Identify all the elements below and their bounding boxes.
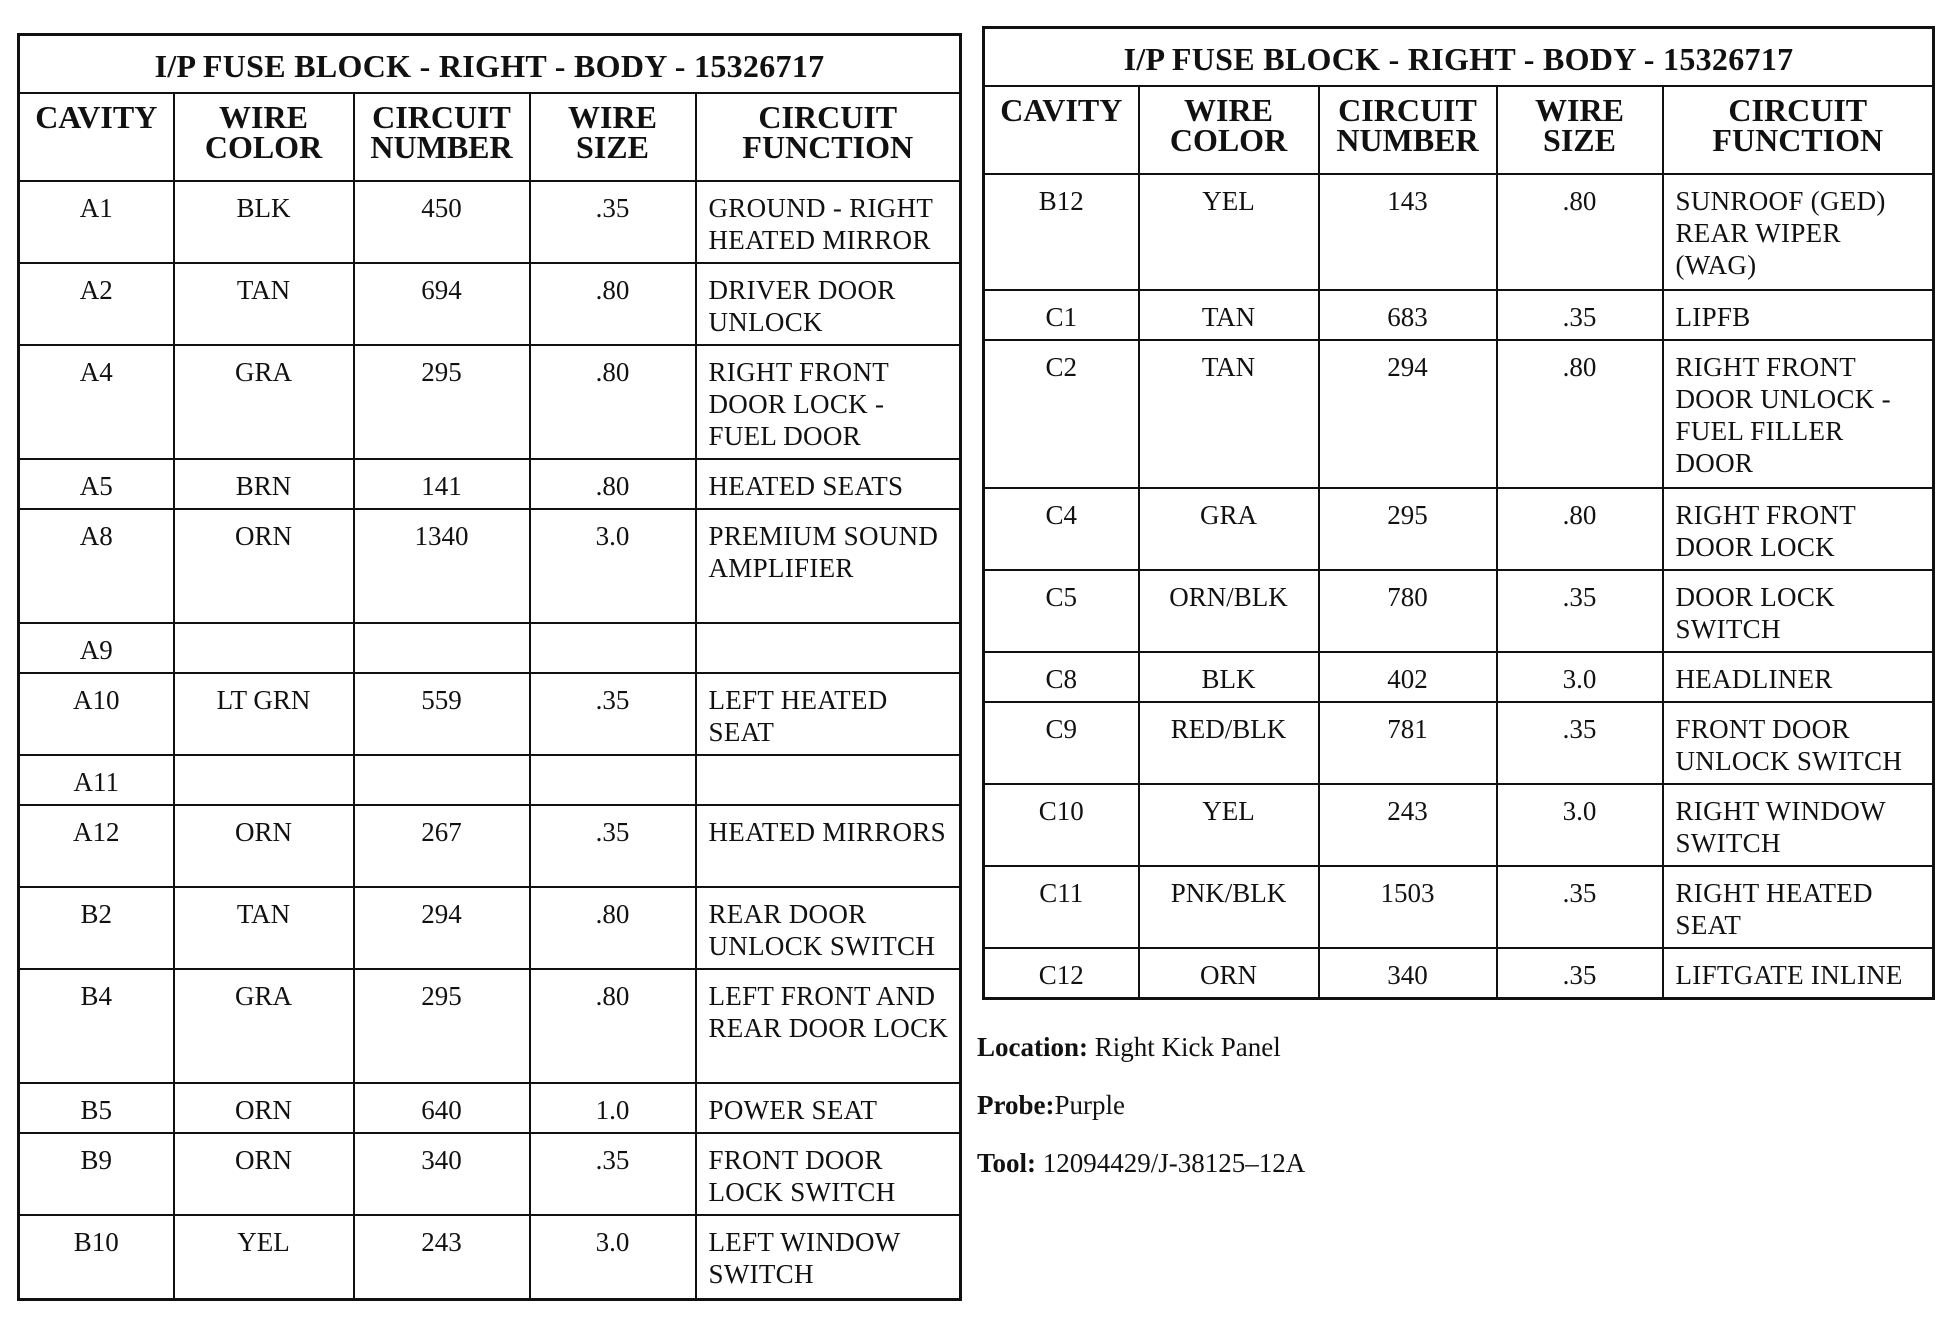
table-row	[19, 887, 961, 969]
wire-size-cell: .35	[530, 805, 696, 887]
circuit-function-cell: DOOR LOCK SWITCH	[1663, 570, 1934, 652]
wire-color-cell	[174, 623, 354, 673]
wire-size-cell: .35	[1497, 866, 1663, 948]
wire-color-cell: GRA	[174, 969, 354, 1083]
circuit-function-cell: GROUND - RIGHT HEATED MIRROR	[696, 181, 961, 263]
cavity-cell: A12	[19, 805, 174, 887]
cavity-cell: A11	[19, 755, 174, 805]
wire-size-cell: .80	[530, 459, 696, 509]
circuit-function-cell: RIGHT FRONT DOOR UNLOCK - FUEL FILLER DOOR	[1663, 340, 1934, 488]
circuit-function-cell: LEFT WINDOW SWITCH	[696, 1215, 961, 1299]
circuit-function-cell: DRIVER DOOR UNLOCK	[696, 263, 961, 345]
table-row	[984, 570, 1934, 652]
circuit-function-cell: LIFTGATE INLINE	[1663, 948, 1934, 999]
wire-size-cell: .80	[530, 345, 696, 459]
circuit-function-cell: RIGHT FRONT DOOR LOCK - FUEL DOOR	[696, 345, 961, 459]
wire-size-cell: .80	[530, 969, 696, 1083]
header-cavity: CAVITY	[19, 93, 174, 181]
wire-size-cell: 1.0	[530, 1083, 696, 1133]
circuit-number-cell: 450	[354, 181, 530, 263]
table-row	[19, 805, 961, 887]
header-wire-size: WIRE SIZE	[530, 93, 696, 181]
cavity-cell: A10	[19, 673, 174, 755]
circuit-number-cell: 340	[1319, 948, 1497, 999]
location-line	[977, 1018, 1305, 1076]
table-row	[984, 174, 1934, 290]
header-wire-color: WIRE COLOR	[174, 93, 354, 181]
cavity-cell: A2	[19, 263, 174, 345]
header-cavity: CAVITY	[984, 86, 1139, 174]
wire-color-cell: BLK	[174, 181, 354, 263]
table-row	[19, 969, 961, 1083]
table-row	[19, 345, 961, 459]
tool-line	[977, 1134, 1305, 1192]
wire-size-cell: 3.0	[1497, 784, 1663, 866]
table-row	[984, 948, 1934, 999]
circuit-number-cell: 402	[1319, 652, 1497, 702]
notes-block	[977, 1018, 1305, 1192]
cavity-cell: A4	[19, 345, 174, 459]
table-row	[19, 1215, 961, 1299]
circuit-function-cell: FRONT DOOR UNLOCK SWITCH	[1663, 702, 1934, 784]
header-wire-size: WIRE SIZE	[1497, 86, 1663, 174]
header-circuit-number: CIRCUIT NUMBER	[354, 93, 530, 181]
wire-size-cell: .80	[1497, 174, 1663, 290]
circuit-number-cell: 559	[354, 673, 530, 755]
table-row	[19, 181, 961, 263]
table-row	[19, 623, 961, 673]
wire-color-cell: GRA	[174, 345, 354, 459]
circuit-function-cell: RIGHT HEATED SEAT	[1663, 866, 1934, 948]
circuit-number-cell: 295	[354, 969, 530, 1083]
table-row	[984, 652, 1934, 702]
circuit-function-cell: RIGHT FRONT DOOR LOCK	[1663, 488, 1934, 570]
wire-size-cell: .35	[530, 673, 696, 755]
circuit-number-cell: 1340	[354, 509, 530, 623]
wire-size-cell: .35	[1497, 702, 1663, 784]
table-title: I/P FUSE BLOCK - RIGHT - BODY - 15326717	[19, 35, 961, 94]
wire-size-cell	[530, 623, 696, 673]
circuit-number-cell: 340	[354, 1133, 530, 1215]
left-fuse-table	[17, 33, 962, 1301]
cavity-cell: B12	[984, 174, 1139, 290]
cavity-cell: B9	[19, 1133, 174, 1215]
circuit-function-cell	[696, 755, 961, 805]
table-row	[19, 509, 961, 623]
circuit-number-cell: 640	[354, 1083, 530, 1133]
wire-size-cell: .35	[1497, 570, 1663, 652]
circuit-number-cell: 141	[354, 459, 530, 509]
header-circuit-function: CIRCUIT FUNCTION	[1663, 86, 1934, 174]
table-row	[984, 702, 1934, 784]
circuit-number-cell: 243	[1319, 784, 1497, 866]
wire-size-cell: .35	[1497, 948, 1663, 999]
header-wire-color: WIRE COLOR	[1139, 86, 1319, 174]
wire-color-cell: YEL	[1139, 174, 1319, 290]
wire-color-cell: ORN	[174, 509, 354, 623]
table-row	[984, 488, 1934, 570]
cavity-cell: C10	[984, 784, 1139, 866]
table-row	[984, 340, 1934, 488]
circuit-number-cell: 694	[354, 263, 530, 345]
table-row	[984, 290, 1934, 340]
wire-color-cell: ORN	[1139, 948, 1319, 999]
cavity-cell: C1	[984, 290, 1139, 340]
table-row	[19, 1083, 961, 1133]
wire-color-cell: BRN	[174, 459, 354, 509]
wire-color-cell: LT GRN	[174, 673, 354, 755]
cavity-cell: C2	[984, 340, 1139, 488]
circuit-number-cell	[354, 623, 530, 673]
header-circuit-number: CIRCUIT NUMBER	[1319, 86, 1497, 174]
cavity-cell: B5	[19, 1083, 174, 1133]
wire-color-cell: ORN/BLK	[1139, 570, 1319, 652]
circuit-number-cell	[354, 755, 530, 805]
header-circuit-function: CIRCUIT FUNCTION	[696, 93, 961, 181]
wire-size-cell: 3.0	[530, 509, 696, 623]
wire-size-cell: .35	[1497, 290, 1663, 340]
wire-size-cell: .35	[530, 181, 696, 263]
cavity-cell: B4	[19, 969, 174, 1083]
circuit-number-cell: 294	[354, 887, 530, 969]
table-row	[19, 673, 961, 755]
wire-color-cell: TAN	[1139, 290, 1319, 340]
wire-size-cell: 3.0	[1497, 652, 1663, 702]
table-row	[19, 459, 961, 509]
circuit-number-cell: 781	[1319, 702, 1497, 784]
location-value: Right Kick Panel	[1094, 1032, 1281, 1062]
wire-color-cell: ORN	[174, 1133, 354, 1215]
table-row	[984, 784, 1934, 866]
cavity-cell: C4	[984, 488, 1139, 570]
circuit-function-cell: POWER SEAT	[696, 1083, 961, 1133]
wire-color-cell: YEL	[174, 1215, 354, 1299]
circuit-function-cell: PREMIUM SOUND AMPLIFIER	[696, 509, 961, 623]
wire-color-cell: TAN	[174, 887, 354, 969]
circuit-function-cell: LEFT HEATED SEAT	[696, 673, 961, 755]
cavity-cell: A8	[19, 509, 174, 623]
cavity-cell: A9	[19, 623, 174, 673]
wire-color-cell: ORN	[174, 805, 354, 887]
cavity-cell: B2	[19, 887, 174, 969]
wire-size-cell: .80	[1497, 488, 1663, 570]
circuit-function-cell	[696, 623, 961, 673]
right-fuse-table	[982, 26, 1935, 1000]
location-label: Location:	[977, 1032, 1088, 1062]
wire-size-cell: .80	[530, 263, 696, 345]
tool-value: 12094429/J-38125–12A	[1042, 1148, 1306, 1178]
wire-size-cell: 3.0	[530, 1215, 696, 1299]
circuit-number-cell: 295	[354, 345, 530, 459]
wire-size-cell: .80	[1497, 340, 1663, 488]
circuit-number-cell: 780	[1319, 570, 1497, 652]
cavity-cell: C8	[984, 652, 1139, 702]
wire-color-cell	[174, 755, 354, 805]
circuit-function-cell: RIGHT WINDOW SWITCH	[1663, 784, 1934, 866]
probe-value: Purple	[1054, 1090, 1125, 1120]
cavity-cell: A1	[19, 181, 174, 263]
cavity-cell: C9	[984, 702, 1139, 784]
table-row	[984, 866, 1934, 948]
table-row	[19, 755, 961, 805]
table-row	[19, 1133, 961, 1215]
wire-color-cell: RED/BLK	[1139, 702, 1319, 784]
cavity-cell: B10	[19, 1215, 174, 1299]
tool-label: Tool:	[977, 1148, 1037, 1178]
circuit-function-cell: HEADLINER	[1663, 652, 1934, 702]
circuit-function-cell: LIPFB	[1663, 290, 1934, 340]
wire-color-cell: PNK/BLK	[1139, 866, 1319, 948]
circuit-number-cell: 294	[1319, 340, 1497, 488]
cavity-cell: A5	[19, 459, 174, 509]
circuit-number-cell: 1503	[1319, 866, 1497, 948]
wire-size-cell	[530, 755, 696, 805]
cavity-cell: C12	[984, 948, 1139, 999]
wire-size-cell: .35	[530, 1133, 696, 1215]
wire-color-cell: TAN	[174, 263, 354, 345]
table-title: I/P FUSE BLOCK - RIGHT - BODY - 15326717	[984, 28, 1934, 87]
wire-color-cell: GRA	[1139, 488, 1319, 570]
circuit-number-cell: 683	[1319, 290, 1497, 340]
circuit-number-cell: 267	[354, 805, 530, 887]
probe-label: Probe:	[977, 1090, 1055, 1120]
wire-color-cell: TAN	[1139, 340, 1319, 488]
wire-size-cell: .80	[530, 887, 696, 969]
circuit-number-cell: 243	[354, 1215, 530, 1299]
wire-color-cell: ORN	[174, 1083, 354, 1133]
cavity-cell: C5	[984, 570, 1139, 652]
circuit-function-cell: HEATED MIRRORS	[696, 805, 961, 887]
wire-color-cell: YEL	[1139, 784, 1319, 866]
circuit-function-cell: REAR DOOR UNLOCK SWITCH	[696, 887, 961, 969]
circuit-number-cell: 143	[1319, 174, 1497, 290]
circuit-function-cell: HEATED SEATS	[696, 459, 961, 509]
cavity-cell: C11	[984, 866, 1139, 948]
circuit-function-cell: FRONT DOOR LOCK SWITCH	[696, 1133, 961, 1215]
probe-line	[977, 1076, 1305, 1134]
circuit-function-cell: SUNROOF (GED) REAR WIPER (WAG)	[1663, 174, 1934, 290]
circuit-number-cell: 295	[1319, 488, 1497, 570]
wire-color-cell: BLK	[1139, 652, 1319, 702]
table-row	[19, 263, 961, 345]
circuit-function-cell: LEFT FRONT AND REAR DOOR LOCK	[696, 969, 961, 1083]
